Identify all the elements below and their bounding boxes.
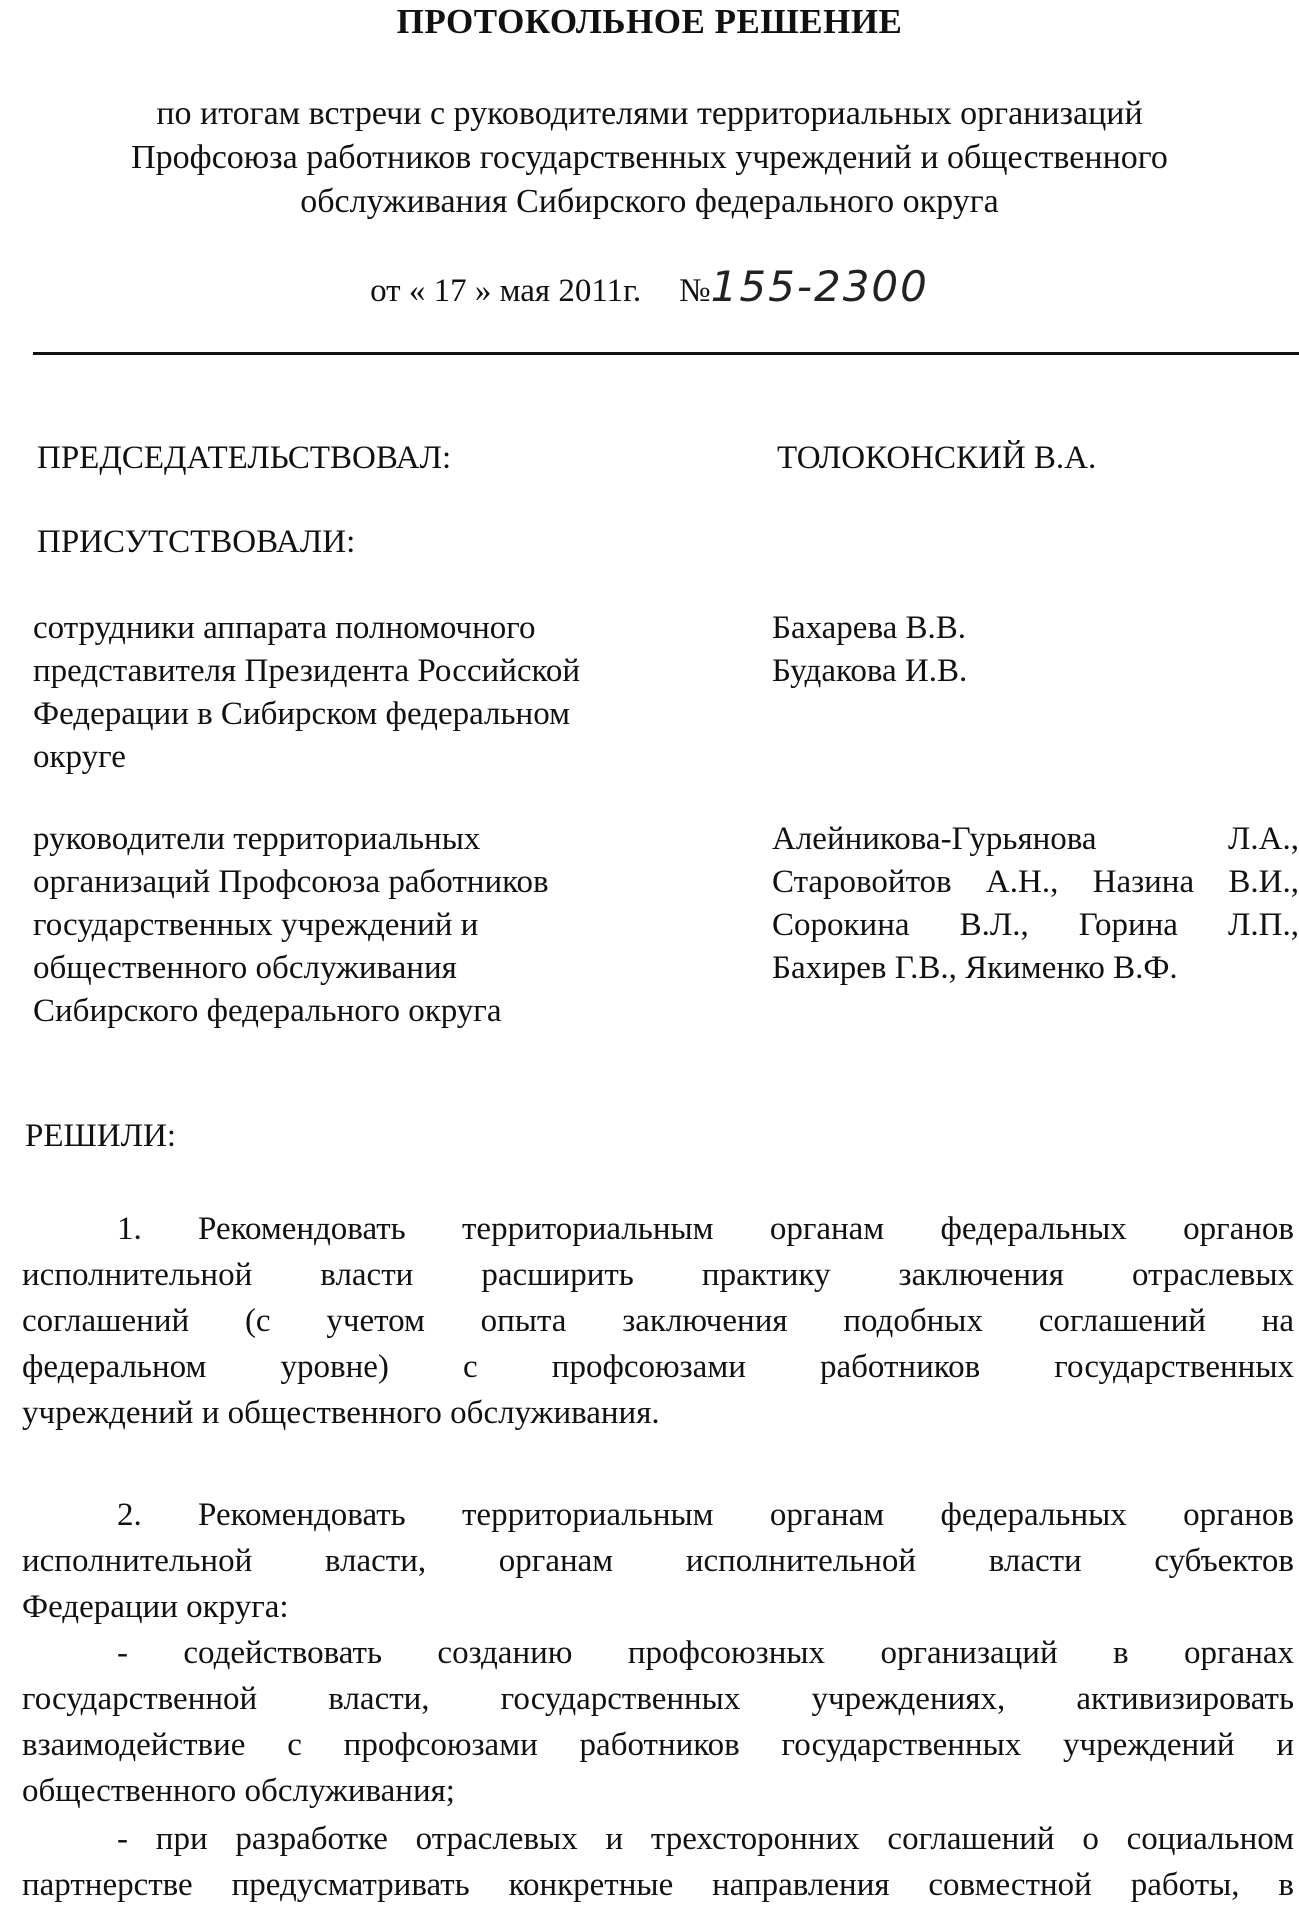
date-number-line: [0, 262, 1299, 311]
names-line: Старовойтов А.Н., Назина В.И.,: [772, 864, 1299, 900]
decision-subitem-2: [22, 1816, 1294, 1908]
present-group-2-names: [772, 818, 1299, 990]
decision-subitem-1: [22, 1630, 1294, 1814]
present-group-1-names: [772, 607, 1299, 693]
names-line: Сорокина В.Л., Горина Л.П.,: [772, 907, 1299, 943]
description-line: сотрудники аппарата полномочного: [33, 610, 536, 646]
decided-label: РЕШИЛИ:: [25, 1118, 177, 1154]
number-sign: №: [679, 273, 711, 309]
paragraph-line: исполнительной власти, органам исполнительной власти субъектов: [22, 1543, 1294, 1579]
present-label: ПРИСУТСТВОВАЛИ:: [37, 524, 356, 560]
paragraph-line: 1. Рекомендовать территориальным органам федеральных органов: [117, 1211, 1294, 1247]
paragraph-line: учреждений и общественного обслуживания.: [22, 1395, 660, 1431]
paragraph-line: государственной власти, государственных учреждениях, активизировать: [22, 1681, 1294, 1717]
subtitle-line: Профсоюза работников государственных учреждений и общественного: [131, 139, 1168, 176]
paragraph-line: соглашений (с учетом опыта заключения подобных соглашений на: [22, 1303, 1294, 1339]
names-line: Бахирев Г.В., Якименко В.Ф.: [772, 950, 1178, 986]
names-line: Бахарева В.В.: [772, 610, 967, 646]
decision-item-2: [22, 1492, 1294, 1630]
present-group-1-description: [33, 607, 673, 779]
names-line: Алейникова-Гурьянова Л.А.,: [772, 821, 1299, 857]
subtitle-line: по итогам встречи с руководителями территориальных организаций: [156, 95, 1143, 132]
chair-label: ПРЕДСЕДАТЕЛЬСТВОВАЛ:: [37, 440, 452, 476]
description-line: представителя Президента Российской: [33, 653, 581, 689]
description-line: руководители территориальных: [33, 821, 481, 857]
paragraph-line: исполнительной власти расширить практику заключения отраслевых: [22, 1257, 1294, 1293]
paragraph-line: 2. Рекомендовать территориальным органам федеральных органов: [117, 1497, 1294, 1533]
paragraph-line: партнерстве предусматривать конкретные направления совместной работы, в: [22, 1867, 1294, 1903]
document-title: ПРОТОКОЛЬНОЕ РЕШЕНИЕ: [396, 2, 903, 41]
description-line: организаций Профсоюза работников: [33, 864, 549, 900]
paragraph-line: Федерации округа:: [22, 1589, 289, 1625]
decision-item-1: [22, 1206, 1294, 1436]
header-divider: [33, 352, 1299, 355]
date-prefix: от: [370, 273, 401, 309]
paragraph-line: - содействовать созданию профсоюзных организаций в органах: [117, 1635, 1294, 1671]
paragraph-line: федеральном уровне) с профсоюзами работников государственных: [22, 1349, 1294, 1385]
paragraph-line: взаимодействие с профсоюзами работников государственных учреждений и: [22, 1727, 1294, 1763]
document-subtitle: [0, 92, 1299, 224]
names-line: Будакова И.В.: [772, 653, 968, 689]
handwritten-document-number: 155-2300: [710, 262, 929, 311]
paragraph-line: общественного обслуживания;: [22, 1773, 455, 1809]
date-value: « 17 » мая 2011г.: [408, 273, 642, 309]
chair-name: ТОЛОКОНСКИЙ В.А.: [777, 440, 1097, 476]
description-line: государственных учреждений и: [33, 907, 479, 943]
subtitle-line: обслуживания Сибирского федерального округа: [300, 183, 999, 220]
paragraph-line: - при разработке отраслевых и трехсторонних соглашений о социальном: [117, 1821, 1294, 1857]
description-line: Федерации в Сибирском федеральном: [33, 696, 570, 732]
description-line: округе: [33, 739, 126, 775]
description-line: Сибирского федерального округа: [33, 993, 502, 1029]
description-line: общественного обслуживания: [33, 950, 457, 986]
present-group-2-description: [33, 818, 673, 1033]
